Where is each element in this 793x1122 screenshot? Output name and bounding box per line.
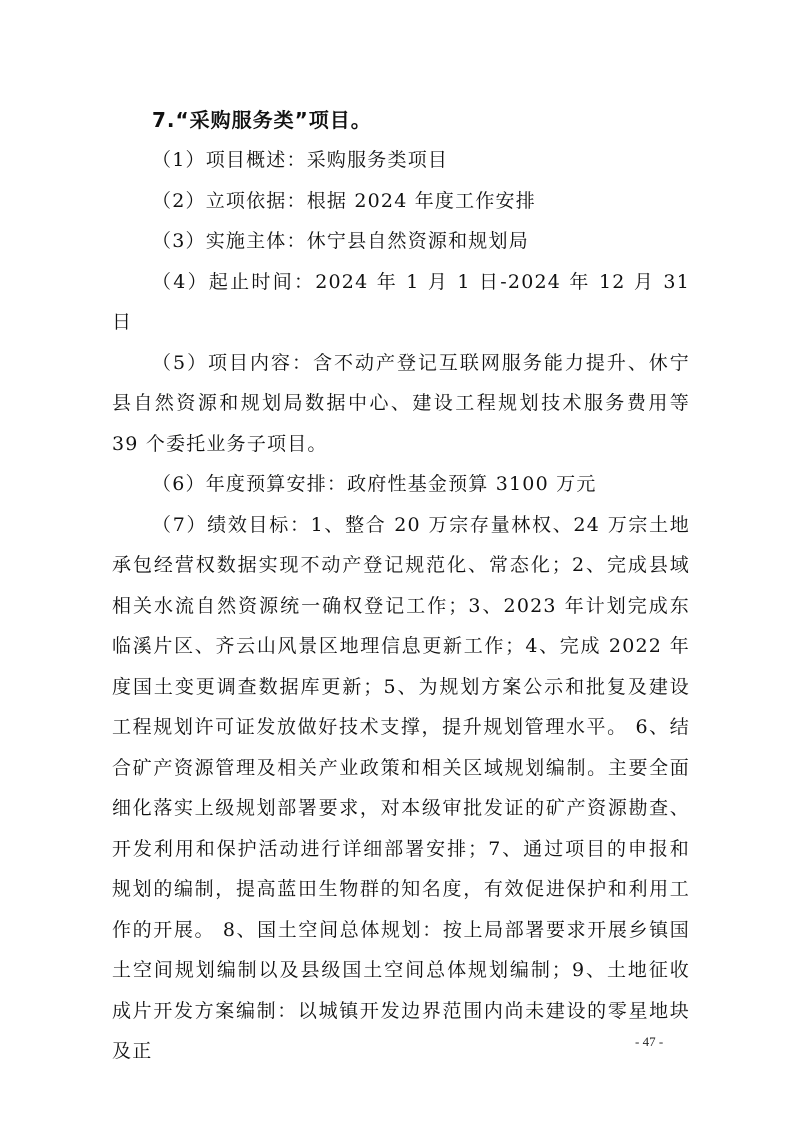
item-basis: （2）立项依据：根据 2024 年度工作安排 xyxy=(152,189,536,212)
item-budget: （6）年度预算安排：政府性基金预算 3100 万元 xyxy=(152,473,597,495)
item-implementer: （3）实施主体：休宁县自然资源和规划局 xyxy=(152,230,529,252)
page-number: - 47 - xyxy=(635,1034,664,1049)
item-overview: （1）项目概述：采购服务类项目 xyxy=(152,149,449,171)
document-body xyxy=(112,100,690,1072)
item-content: （5）项目内容：含不动产登记互联网服务能力提升、休宁县自然资源和规划局数据中心、建设工程规划技术服务费用等 39 个委托业务子项目。 xyxy=(112,351,690,455)
item-performance-goals: （7）绩效目标：1、整合 20 万宗存量林权、24 万宗土地承包经营权数据实现不动产登记规范化、常态化；2、完成县域相关水流自然资源统一确权登记工作；3、2023 年计划完成东临溪片区、齐云山风景区地理信息更新工作；4、完成 2022 年度国土变更调查数据库更新；5、为规划方案公示和批复及建设工程规划许可证发放做好技术支撑，提升规划管理水平。 6、结合矿产资源管理及相关产业政策和相关区域规划编制。主要全面细化落实上级规划部署要求，对本级审批发证的矿产资源勘查、开发利用和保护活动进行详细部署安排；7、通过项目的申报和规划的编制，提高蓝田生物群的知名度，有效促进保护和利用工作的开展。 8、国土空间总体规划：按上局部署要求开展乡镇国土空间规划编制以及县级国土空间总体规划编制；9、土地征收成片开发方案编制：以城镇开发边界范围内尚未建设的零星地块及正 xyxy=(112,513,690,1062)
section-heading: 7.“采购服务类”项目。 xyxy=(152,108,372,132)
item-period: （4）起止时间：2024 年 1 月 1 日-2024 年 12 月 31 日 xyxy=(112,270,690,333)
